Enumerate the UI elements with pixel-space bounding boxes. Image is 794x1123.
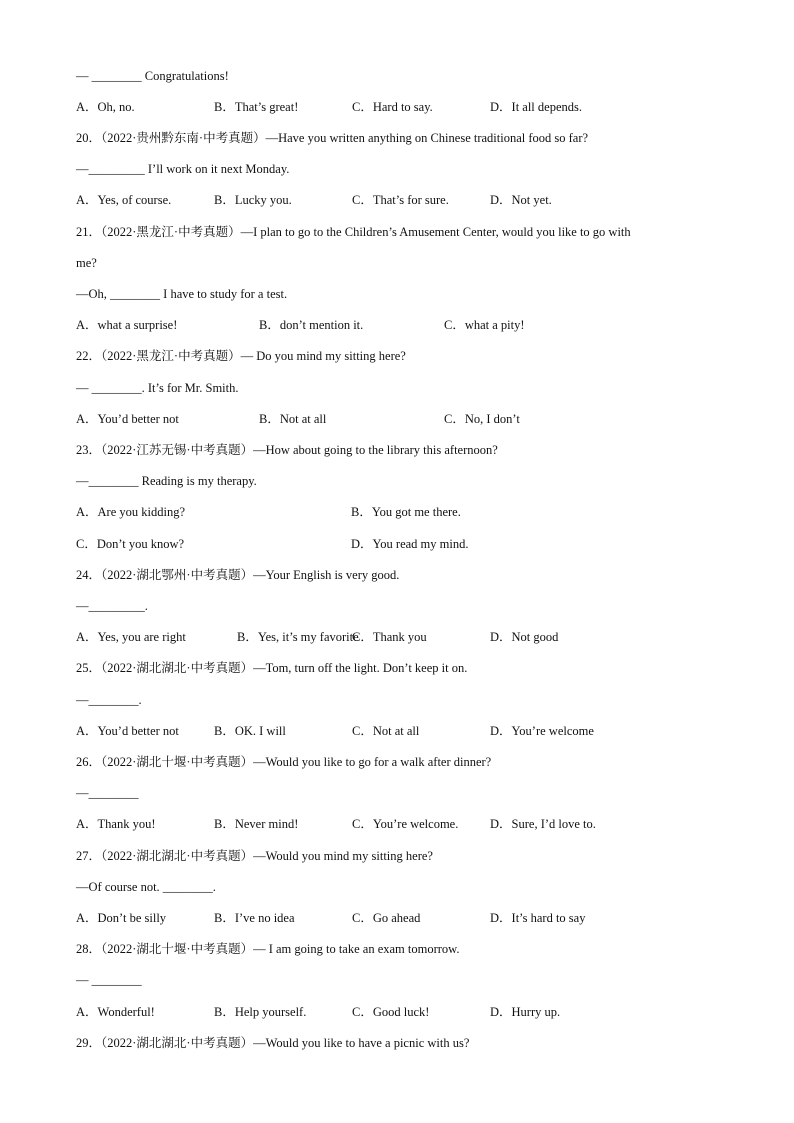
answer-option: C．That’s for sure. (352, 193, 449, 207)
answer-option: A．You’d better not (76, 724, 179, 738)
answer-options-row (76, 816, 716, 832)
answer-option: A．Don’t be silly (76, 911, 167, 925)
answer-option: C．No, I don’t (444, 412, 520, 426)
dialogue-line: — ________ (76, 973, 142, 987)
answer-option: C．You’re welcome. (352, 817, 459, 831)
dialogue-line: —________ (76, 786, 139, 800)
answer-options-row (76, 723, 716, 739)
answer-option: C．Hard to say. (352, 100, 433, 114)
answer-option: B．Never mind! (214, 817, 299, 831)
answer-option: A．what a surprise! (76, 318, 178, 332)
answer-options-row (76, 1004, 716, 1020)
answer-option: D．You’re welcome (490, 724, 594, 738)
question-stem: 20．（2022·贵州黔东南·中考真题）—Have you written anything on Chinese traditional food so far? (76, 131, 589, 145)
answer-option: D．It’s hard to say (490, 911, 586, 925)
question-stem: 23．（2022·江苏无锡·中考真题）—How about going to the library this afternoon? (76, 443, 498, 457)
dialogue-line: — ________. It’s for Mr. Smith. (76, 381, 239, 395)
dialogue-line: —Oh, ________ I have to study for a test. (76, 287, 288, 301)
answer-option: D．Hurry up. (490, 1005, 561, 1019)
answer-options-row (76, 411, 716, 427)
dialogue-line: —Of course not. ________. (76, 880, 216, 894)
dialogue-line: —________ Reading is my therapy. (76, 474, 257, 488)
dialogue-line: — ________ Congratulations! (76, 69, 229, 83)
answer-option: B．OK. I will (214, 724, 286, 738)
answer-option: B．don’t mention it. (259, 318, 364, 332)
answer-option: B．That’s great! (214, 100, 299, 114)
question-stem: 25．（2022·湖北湖北·中考真题）—Tom, turn off the light. Don’t keep it on. (76, 661, 468, 675)
dialogue-line: —________. (76, 693, 142, 707)
answer-option: B．Not at all (259, 412, 327, 426)
answer-option: D．Not good (490, 630, 559, 644)
answer-options-row (76, 99, 716, 115)
question-stem: 26．（2022·湖北十堰·中考真题）—Would you like to go for a walk after dinner? (76, 755, 492, 769)
answer-option: A．Oh, no. (76, 100, 135, 114)
question-stem: 27．（2022·湖北湖北·中考真题）—Would you mind my sitting here? (76, 849, 433, 863)
answer-option: A．Wonderful! (76, 1005, 155, 1019)
answer-option: B．You got me there. (351, 505, 461, 519)
dialogue-line: me? (76, 256, 97, 270)
answer-option: C．Good luck! (352, 1005, 430, 1019)
answer-option: B．I’ve no idea (214, 911, 295, 925)
answer-option: A．Yes, of course. (76, 193, 172, 207)
answer-option: A．You’d better not (76, 412, 179, 426)
answer-option: A．Are you kidding? (76, 505, 186, 519)
answer-option: D．Sure, I’d love to. (490, 817, 596, 831)
answer-options-row (76, 192, 716, 208)
question-stem: 24．（2022·湖北鄂州·中考真题）—Your English is very good. (76, 568, 400, 582)
dialogue-line: —_________ I’ll work on it next Monday. (76, 162, 290, 176)
question-stem: 22．（2022·黑龙江·中考真题）— Do you mind my sitting here? (76, 349, 406, 363)
answer-option: C．Thank you (352, 630, 427, 644)
answer-option: B．Lucky you. (214, 193, 292, 207)
answer-option: A．Thank you! (76, 817, 156, 831)
answer-options-row (76, 629, 716, 645)
answer-option: C．Not at all (352, 724, 420, 738)
answer-options-row (76, 536, 716, 552)
dialogue-line: —_________. (76, 599, 148, 613)
answer-option: C．Don’t you know? (76, 537, 185, 551)
answer-option: B．Help yourself. (214, 1005, 307, 1019)
question-stem: 29．（2022·湖北湖北·中考真题）—Would you like to have a picnic with us? (76, 1036, 470, 1050)
answer-options-row (76, 910, 716, 926)
answer-options-row (76, 504, 716, 520)
question-stem: 21．（2022·黑龙江·中考真题）—I plan to go to the Children’s Amusement Center, would you like to go with (76, 225, 631, 239)
answer-option: D．You read my mind. (351, 537, 469, 551)
answer-options-row (76, 317, 716, 333)
answer-option: C．what a pity! (444, 318, 525, 332)
answer-option: C．Go ahead (352, 911, 421, 925)
answer-option: B．Yes, it’s my favorite (237, 630, 359, 644)
answer-option: A．Yes, you are right (76, 630, 186, 644)
question-stem: 28．（2022·湖北十堰·中考真题）— I am going to take an exam tomorrow. (76, 942, 460, 956)
answer-option: D．Not yet. (490, 193, 552, 207)
answer-option: D．It all depends. (490, 100, 582, 114)
